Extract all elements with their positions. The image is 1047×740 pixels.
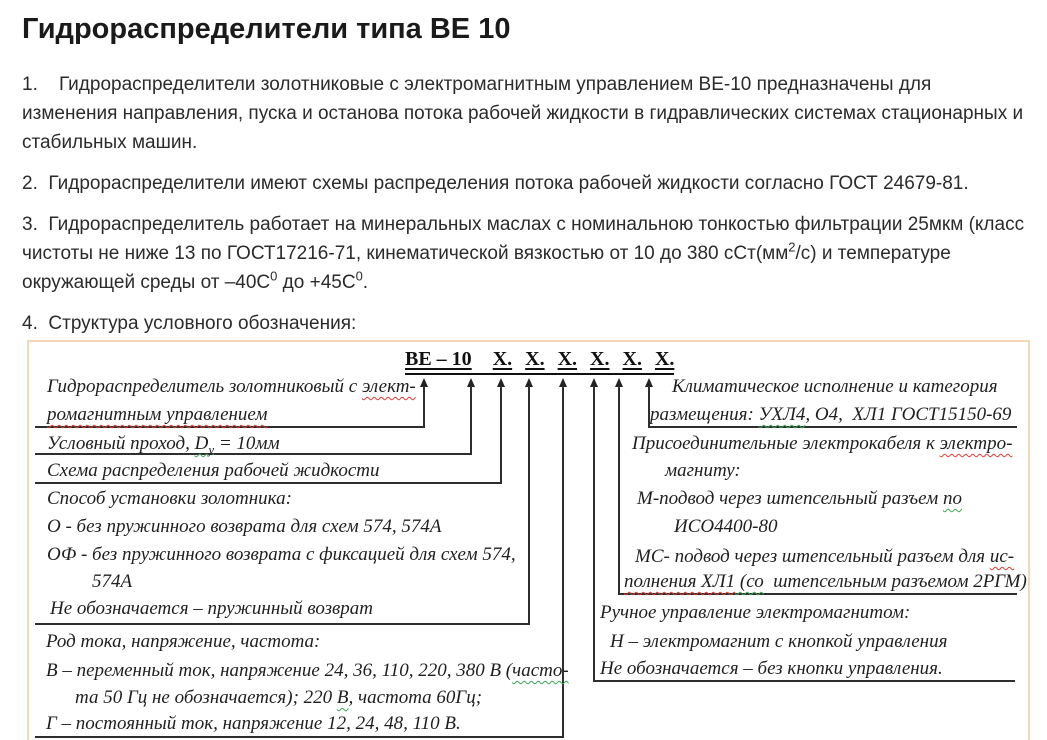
label-manual-control: Ручное управление электромагнитом: <box>600 602 911 623</box>
label-text: М-подвод через штепсельный разъем <box>637 488 943 509</box>
label-text: УХЛ4 <box>758 404 806 425</box>
connector-line-x2 <box>528 386 530 625</box>
code-x-mark-1: Х. <box>492 348 513 370</box>
label-text: электро- <box>939 433 1013 454</box>
label-cable-connection <box>632 433 1012 455</box>
label-cable-connection-2: магниту: <box>665 460 741 481</box>
label-climatic-2 <box>650 404 1011 426</box>
label-spring-return: Не обозначается – пружинный возврат <box>50 598 374 619</box>
paragraph-3-text: 3. Гидрораспределитель работает на минеральных маслах с номинальною тонкостью фильтрации 25мкм (класс чистоты не ниже 13 по ГОСТ17216-71, кинематической вязкостью от 10 до 380 сСт(мм <box>22 214 1030 264</box>
connector-line-x3 <box>562 386 564 738</box>
paragraph-1: 1. Гидрораспределители золотниковые с электромагнитным управлением ВЕ-10 предназначены для изменения направления, пуска и останова потока рабочей жидкости в гидравлических системах стационарных и стабильных машин. <box>22 74 1029 153</box>
label-option-o: О - без пружинного возврата для схем 574, 574А <box>47 516 442 537</box>
document <box>0 0 1047 338</box>
label-flow-scheme: Схема распределения рабочей жидкости <box>47 460 380 481</box>
paragraph-4: 4. Структура условного обозначения: <box>22 313 357 334</box>
connector-line-ve <box>423 386 425 428</box>
rule-left-4 <box>35 623 530 625</box>
label-option-mc <box>635 546 1014 568</box>
label-option-of-2: 574А <box>92 571 133 592</box>
label-ac-voltage <box>46 660 569 682</box>
label-text: та 50 Гц не обозначается); 220 <box>75 687 337 708</box>
label-valve-type <box>47 376 416 398</box>
label-text: полнения ХЛ1 <box>624 571 736 592</box>
rule-right-1 <box>648 426 1017 428</box>
code-x-mark-5: Х. <box>622 348 642 370</box>
page-title: Гидрораспределители типа ВЕ 10 <box>22 13 511 45</box>
paragraph-3-text: до +45С <box>277 272 356 293</box>
label-text: (со <box>735 571 764 592</box>
code-x-mark-6: Х. <box>654 348 675 370</box>
label-text: В <box>336 687 349 708</box>
label-text: В – переменный ток, напряжение 24, 36, 110, 220, 380 В ( <box>46 660 513 681</box>
label-text: у <box>208 441 215 457</box>
superscript-2: 2 <box>788 239 796 255</box>
label-text: штепсельным разъемом 2РГМ) <box>763 571 1027 592</box>
label-text: D <box>194 433 209 454</box>
label-text: часто- <box>512 660 569 681</box>
code-x-mark-2: Х. <box>525 348 545 370</box>
label-option-of: ОФ - без пружинного возврата с фиксацией для схем 574, <box>47 544 516 565</box>
rule-right-2 <box>618 593 1017 595</box>
label-text: Гидрораспределитель золотниковый с <box>47 376 362 397</box>
connector-line-x5 <box>618 386 620 595</box>
label-text: Присоединительные электрокабеля к <box>632 433 940 454</box>
label-dc-voltage: Г – постоянный ток, напряжение 12, 24, 48, 110 В. <box>46 713 461 734</box>
rule-left-5 <box>35 736 564 738</box>
code-x-mark-3: Х. <box>557 348 578 370</box>
label-text <box>194 433 215 457</box>
label-option-m <box>637 488 962 510</box>
code-prefix: ВЕ – 10 <box>405 348 472 370</box>
label-text: , О4, ХЛ1 ГОСТ15150-69 <box>805 404 1012 425</box>
label-text: размещения: <box>650 404 759 425</box>
label-spool-mounting: Способ установки золотника: <box>47 488 292 509</box>
code-x-mark-4: Х. <box>590 348 610 370</box>
label-nominal-bore <box>47 433 280 461</box>
label-no-button: Не обозначается – без кнопки управления. <box>600 658 943 679</box>
label-option-mc-2 <box>624 571 1027 593</box>
label-text: элект- <box>361 376 416 397</box>
connector-line-x1 <box>500 386 502 484</box>
label-text: МС- подвод через штепсельный разъем для <box>635 546 990 567</box>
label-current-type: Род тока, напряжение, частота: <box>46 631 321 652</box>
label-ac-voltage-2 <box>75 687 482 709</box>
label-option-n: Н – электромагнит с кнопкой управления <box>610 631 948 652</box>
label-option-m-2: ИСО4400-80 <box>674 516 778 537</box>
paragraph-3-text: /с) и температуре окружающей среды от –40С <box>22 243 957 293</box>
label-valve-type-2 <box>47 404 268 426</box>
designation-code <box>405 348 674 375</box>
paragraph-3 <box>22 210 1030 297</box>
label-text: ис- <box>989 546 1015 567</box>
rule-left-1 <box>35 426 425 428</box>
paragraph-3-text: . <box>362 272 369 293</box>
label-text: по <box>942 488 962 509</box>
connector-line-10 <box>470 386 472 455</box>
superscript-0: 0 <box>355 268 363 284</box>
label-climatic: Климатическое исполнение и категория <box>672 376 998 397</box>
label-text: Условный проход, <box>47 433 195 454</box>
rule-left-3 <box>35 482 502 484</box>
paragraph-2: 2. Гидрораспределители имеют схемы распределения потока рабочей жидкости согласно ГОСТ 24679-81. <box>22 173 969 194</box>
designation-structure-diagram <box>27 340 1030 740</box>
superscript-0: 0 <box>270 268 278 284</box>
label-text: , частота 60Гц; <box>348 687 483 708</box>
connector-line-x4 <box>593 386 595 682</box>
rule-right-3 <box>593 680 1015 682</box>
label-text: ромагнитным управлением <box>47 404 268 425</box>
label-text: = 10мм <box>214 433 280 454</box>
